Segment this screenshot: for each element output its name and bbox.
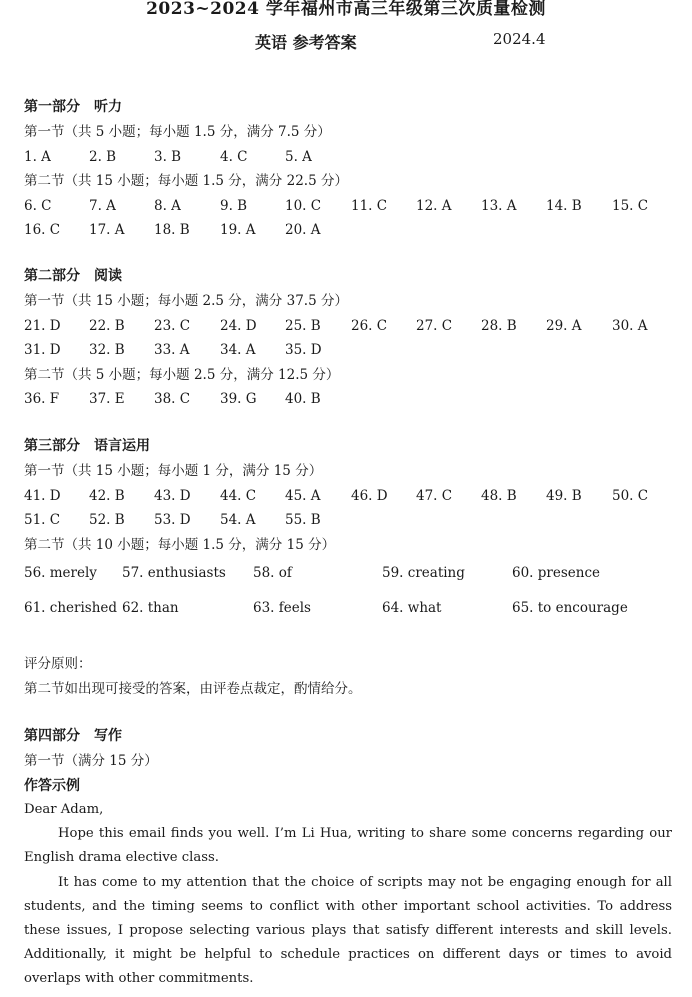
answer-row: [24, 314, 672, 339]
answer-item: 24. D: [220, 317, 257, 334]
answer-item: 20. A: [285, 222, 321, 238]
answer-item: 2. B: [89, 148, 117, 165]
answer-item: 3. B: [154, 148, 182, 165]
part1-sec1-label: 第一节（共 5 小题；每小题 1.5 分，满分 7.5 分）: [24, 124, 331, 140]
essay-paragraph: It has come to my attention that the choice of scripts may not be engaging enough for all students, and the timing seems to conflict with other important school activities. To address these issues, I propose selecting various plays that satisfy different interests and skill levels. Additionally, it might be helpful to schedule practices on different days or times to avoid overlaps with other commitments.: [24, 874, 672, 987]
answer-item: 44. C: [220, 487, 257, 504]
fill-answer-item: 61. cherished: [24, 600, 118, 616]
part3-sec1-label: 第一节（共 15 小题；每小题 1 分，满分 15 分）: [24, 463, 323, 479]
page-subtitle: 英语 参考答案: [255, 33, 357, 52]
answer-item: 9. B: [220, 197, 248, 214]
answer-item: 42. B: [89, 487, 125, 504]
answer-item: 28. B: [481, 317, 517, 334]
fill-answer-row: [24, 596, 672, 631]
answer-row: [24, 387, 672, 412]
answer-row: [24, 218, 672, 243]
answer-item: 21. D: [24, 317, 61, 334]
answer-item: 19. A: [220, 222, 256, 238]
part2-heading: 第二部分 阅读: [24, 268, 122, 284]
answer-item: 33. A: [154, 342, 190, 358]
answer-item: 50. C: [612, 487, 649, 504]
answer-item: 38. C: [154, 391, 191, 407]
answer-item: 18. B: [154, 222, 190, 238]
answer-item: 45. A: [285, 487, 321, 504]
answer-item: 15. C: [612, 197, 649, 214]
answer-item: 30. A: [612, 317, 648, 334]
part2-reading: [24, 264, 672, 412]
answer-item: 13. A: [481, 197, 517, 214]
fill-answer-item: 65. to encourage: [512, 600, 628, 616]
answer-item: 10. C: [285, 197, 322, 214]
part1-heading: 第一部分 听力: [24, 99, 122, 115]
fill-answer-item: 56. merely: [24, 565, 97, 581]
part4-sec1-label: 第一节（满分 15 分）: [24, 753, 158, 769]
answer-item: 52. B: [89, 512, 125, 528]
answer-item: 4. C: [220, 148, 248, 165]
answer-item: 36. F: [24, 391, 60, 407]
fill-answer-item: 59. creating: [382, 565, 465, 581]
answer-item: 48. B: [481, 487, 517, 504]
answer-item: 47. C: [416, 487, 453, 504]
part4-writing: [24, 724, 672, 799]
answer-item: 12. A: [416, 197, 452, 214]
answer-item: 53. D: [154, 512, 191, 528]
answer-item: 22. B: [89, 317, 125, 334]
answer-item: 25. B: [285, 317, 321, 334]
answer-item: 17. A: [89, 222, 125, 238]
fill-answer-row: [24, 561, 672, 596]
part3-sec2-label: 第二节（共 10 小题；每小题 1.5 分，满分 15 分）: [24, 536, 336, 553]
part2-sec2-label: 第二节（共 5 小题；每小题 2.5 分，满分 12.5 分）: [24, 366, 340, 383]
sample-label: 作答示例: [24, 777, 80, 794]
essay-paragraph: Hope this email finds you well. I’m Li Hua, writing to share some concerns regarding our English drama elective class.: [24, 826, 672, 866]
fill-answer-item: 58. of: [253, 565, 292, 581]
part1-listening: [24, 95, 672, 243]
answer-item: 6. C: [24, 197, 52, 214]
answer-item: 49. B: [546, 487, 582, 504]
answer-row: [24, 194, 672, 219]
part3-language-use: [24, 434, 672, 631]
answer-item: 26. C: [351, 317, 388, 334]
answer-item: 16. C: [24, 222, 61, 238]
answer-item: 27. C: [416, 317, 453, 334]
fill-answer-item: 62. than: [122, 600, 179, 616]
grading-note: [24, 652, 672, 701]
sample-essay: [24, 798, 672, 992]
answer-item: 11. C: [351, 197, 388, 214]
answer-row: [24, 508, 672, 533]
part2-sec1-label: 第一节（共 15 小题；每小题 2.5 分，满分 37.5 分）: [24, 293, 348, 309]
fill-answer-item: 63. feels: [253, 600, 311, 616]
answer-item: 55. B: [285, 512, 321, 528]
part3-heading: 第三部分 语言运用: [24, 438, 150, 454]
fill-answer-item: 57. enthusiasts: [122, 565, 226, 581]
answer-row: [24, 338, 672, 363]
answer-item: 23. C: [154, 317, 191, 334]
answer-row: [24, 484, 672, 509]
answer-item: 14. B: [546, 197, 582, 214]
subtitle-row: [0, 30, 692, 54]
answer-item: 40. B: [285, 391, 321, 407]
answer-item: 34. A: [220, 342, 256, 358]
part1-sec2-label: 第二节（共 15 小题；每小题 1.5 分，满分 22.5 分）: [24, 173, 348, 189]
answer-item: 32. B: [89, 342, 125, 358]
answer-item: 1. A: [24, 148, 51, 165]
answer-item: 31. D: [24, 342, 61, 358]
answer-item: 37. E: [89, 391, 125, 407]
fill-answer-item: 64. what: [382, 600, 442, 616]
page-title: 2023~2024 学年福州市高三年级第三次质量检测: [146, 0, 546, 19]
answer-item: 43. D: [154, 487, 191, 504]
grading-text: 第二节如出现可接受的答案，由评卷点裁定，酌情给分。: [24, 680, 362, 697]
answer-item: 54. A: [220, 512, 256, 528]
essay-salutation: Dear Adam,: [24, 802, 104, 817]
answer-item: 46. D: [351, 487, 388, 504]
exam-date: 2024.4: [493, 30, 546, 48]
answer-item: 51. C: [24, 512, 61, 528]
answer-item: 39. G: [220, 391, 257, 407]
answer-item: 41. D: [24, 487, 61, 504]
part4-heading: 第四部分 写作: [24, 728, 122, 744]
grading-label: 评分原则：: [24, 656, 92, 672]
answer-item: 35. D: [285, 342, 322, 358]
answer-item: 8. A: [154, 197, 181, 214]
answer-item: 5. A: [285, 148, 312, 165]
answer-row: [24, 145, 672, 170]
answer-item: 7. A: [89, 197, 116, 214]
fill-answer-item: 60. presence: [512, 565, 601, 581]
answer-item: 29. A: [546, 317, 582, 334]
